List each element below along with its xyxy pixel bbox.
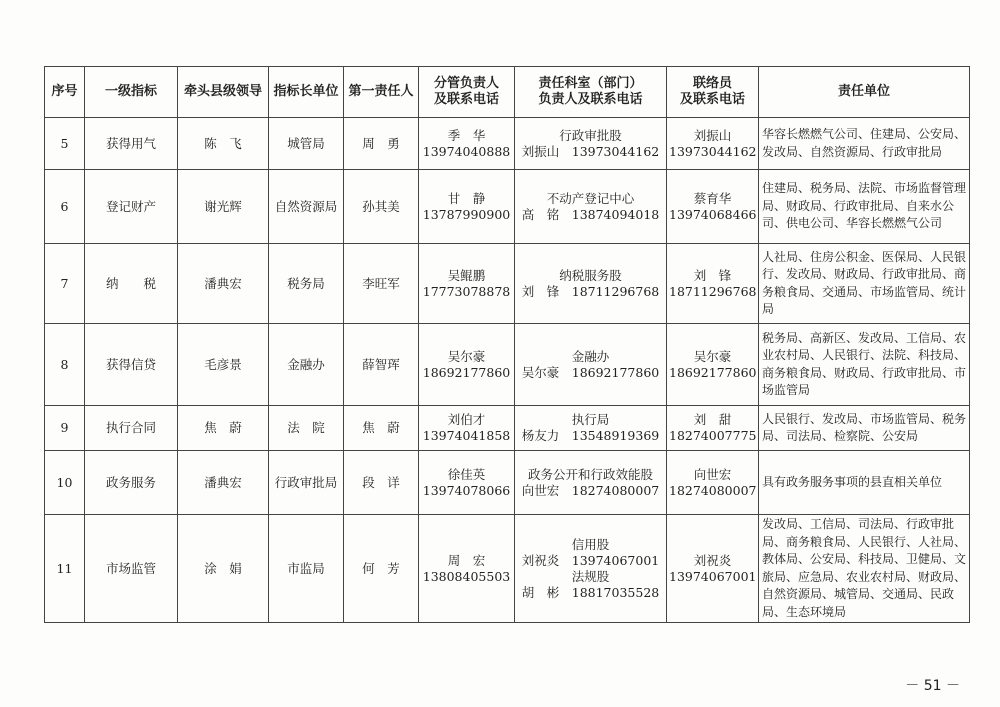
table-row [45, 170, 970, 244]
table-row [45, 244, 970, 324]
liaison-phone: 18274007775 [669, 428, 757, 443]
deputy-phone: 13787990900 [422, 206, 511, 222]
row-dept [515, 324, 667, 406]
header-deputy [419, 67, 515, 118]
row-responsible-units: 税务局、高新区、发改局、工信局、农业农村局、人民银行、法院、科技局、商务粮食局、财政局、行政审批局、市场监管局 [759, 324, 970, 406]
table-row [45, 406, 970, 451]
deputy-phone: 17773078878 [422, 283, 511, 299]
row-leader: 陈 飞 [178, 118, 269, 170]
deputy-phone: 13974078066 [422, 482, 511, 498]
dept-line: 行政审批股 [559, 127, 622, 143]
row-unit: 税务局 [269, 244, 344, 324]
table-row [45, 324, 970, 406]
row-seq: 7 [45, 244, 85, 324]
deputy-name: 吴鲲鹏 [447, 267, 486, 283]
header-dept [515, 67, 667, 118]
liaison-name: 刘 甜 [693, 412, 732, 427]
row-dept [515, 515, 667, 623]
dept-line: 杨友力 13548919369 [521, 428, 660, 443]
row-indicator: 政务服务 [85, 451, 178, 515]
row-responsible-units: 人社局、住房公积金、医保局、人民银行、发改局、财政局、行政审批局、商务粮食局、交通局、市场监管局、统计局 [759, 244, 970, 324]
liaison-phone: 13974068466 [669, 206, 757, 222]
header-liaison-line1: 联络员 [692, 76, 732, 91]
header-seq: 序号 [45, 67, 85, 118]
header-leader: 牵头县级领导 [178, 67, 269, 118]
liaison-name: 向世宏 [693, 466, 732, 482]
row-unit: 金融办 [269, 324, 344, 406]
dept-line: 法规股 [571, 568, 610, 584]
table-body [45, 118, 970, 623]
deputy-phone: 13974041858 [422, 428, 511, 443]
row-first-responsible: 何 芳 [344, 515, 419, 623]
row-responsible-units: 人民银行、发改局、市场监管局、税务局、司法局、检察院、公安局 [759, 406, 970, 451]
liaison-name: 刘振山 [693, 127, 732, 143]
header-indicator: 一级指标 [85, 67, 178, 118]
deputy-name: 季 华 [447, 127, 486, 143]
header-deputy-line1: 分管负责人 [433, 76, 499, 91]
deputy-name: 刘伯才 [447, 412, 486, 427]
row-seq: 5 [45, 118, 85, 170]
row-deputy [419, 118, 515, 170]
header-liaison [667, 67, 759, 118]
deputy-name: 甘 静 [447, 190, 486, 206]
deputy-name: 周 宏 [447, 552, 486, 568]
header-unit: 指标长单位 [269, 67, 344, 118]
row-first-responsible: 薛智珲 [344, 324, 419, 406]
row-leader: 潘典宏 [178, 244, 269, 324]
row-indicator: 纳 税 [85, 244, 178, 324]
dept-line: 信用股 [571, 536, 610, 552]
liaison-name: 刘 锋 [693, 267, 732, 283]
header-liaison-line2: 及联系电话 [679, 92, 745, 107]
row-liaison [667, 515, 759, 623]
row-first-responsible: 李旺军 [344, 244, 419, 324]
liaison-phone: 13974067001 [669, 568, 757, 584]
row-unit: 市监局 [269, 515, 344, 623]
row-unit: 城管局 [269, 118, 344, 170]
header-deputy-line2: 及联系电话 [433, 92, 499, 107]
header-first: 第一责任人 [344, 67, 419, 118]
row-responsible-units: 具有政务服务事项的县直相关单位 [759, 451, 970, 515]
liaison-phone: 13973044162 [669, 143, 757, 159]
row-unit: 法 院 [269, 406, 344, 451]
table-row [45, 118, 970, 170]
row-deputy [419, 451, 515, 515]
row-deputy [419, 406, 515, 451]
liaison-phone: 18692177860 [669, 364, 757, 380]
row-indicator: 执行合同 [85, 406, 178, 451]
table-row [45, 451, 970, 515]
row-dept [515, 451, 667, 515]
dept-line: 不动产登记中心 [546, 190, 635, 206]
row-liaison [667, 324, 759, 406]
row-responsible-units: 住建局、税务局、法院、市场监督管理局、财政局、行政审批局、自来水公司、供电公司、华容长燃燃气公司 [759, 170, 970, 244]
deputy-name: 吴尔豪 [447, 348, 486, 364]
row-dept [515, 244, 667, 324]
deputy-phone: 18692177860 [422, 364, 511, 380]
header-dept-line2: 负责人及联系电话 [538, 92, 643, 107]
row-first-responsible: 周 勇 [344, 118, 419, 170]
dept-line: 金融办 [571, 348, 610, 364]
dept-line: 执行局 [571, 412, 610, 427]
row-first-responsible: 焦 蔚 [344, 406, 419, 451]
row-seq: 9 [45, 406, 85, 451]
row-indicator: 市场监管 [85, 515, 178, 623]
dept-line: 高 铭 13874094018 [521, 206, 660, 222]
deputy-phone: 13974040888 [422, 143, 511, 159]
row-deputy [419, 324, 515, 406]
row-leader: 谢光辉 [178, 170, 269, 244]
row-dept [515, 118, 667, 170]
row-liaison [667, 244, 759, 324]
header-row [45, 67, 970, 118]
row-deputy [419, 170, 515, 244]
liaison-name: 吴尔豪 [693, 348, 732, 364]
row-deputy [419, 244, 515, 324]
row-seq: 10 [45, 451, 85, 515]
row-indicator: 获得用气 [85, 118, 178, 170]
row-leader: 潘典宏 [178, 451, 269, 515]
row-leader: 涂 娟 [178, 515, 269, 623]
deputy-phone: 13808405503 [422, 568, 511, 584]
row-deputy [419, 515, 515, 623]
header-dept-line1: 责任科室（部门） [538, 76, 643, 91]
dept-line: 刘 锋 18711296768 [521, 283, 660, 299]
row-leader: 焦 蔚 [178, 406, 269, 451]
dept-line: 政务公开和行政效能股 [527, 466, 653, 482]
liaison-phone: 18711296768 [669, 283, 757, 299]
dept-line: 刘祝炎 13974067001 [521, 552, 660, 568]
page-number: － 51 － [905, 678, 960, 694]
dept-line: 纳税服务股 [559, 267, 622, 283]
row-liaison [667, 118, 759, 170]
row-dept [515, 406, 667, 451]
row-first-responsible: 段 详 [344, 451, 419, 515]
responsibility-table [44, 66, 970, 623]
row-seq: 8 [45, 324, 85, 406]
table-row [45, 515, 970, 623]
row-liaison [667, 406, 759, 451]
row-leader: 毛彦景 [178, 324, 269, 406]
liaison-phone: 18274080007 [669, 482, 757, 498]
row-indicator: 登记财产 [85, 170, 178, 244]
row-responsible-units: 华容长燃燃气公司、住建局、公安局、发改局、自然资源局、行政审批局 [759, 118, 970, 170]
row-seq: 6 [45, 170, 85, 244]
dept-line: 向世宏 18274080007 [521, 482, 660, 498]
row-seq: 11 [45, 515, 85, 623]
row-first-responsible: 孙其美 [344, 170, 419, 244]
liaison-name: 蔡育华 [693, 190, 732, 206]
row-liaison [667, 170, 759, 244]
header-resp: 责任单位 [759, 67, 970, 118]
row-responsible-units: 发改局、工信局、司法局、行政审批局、商务粮食局、人民银行、人社局、教体局、公安局、科技局、卫健局、文旅局、应急局、农业农村局、财政局、自然资源局、城管局、交通局、民政局、生态环境局 [759, 515, 970, 623]
row-dept [515, 170, 667, 244]
dept-line: 刘振山 13973044162 [521, 143, 660, 159]
dept-line: 胡 彬 18817035528 [521, 584, 660, 600]
deputy-name: 徐佳英 [447, 466, 486, 482]
row-liaison [667, 451, 759, 515]
row-indicator: 获得信贷 [85, 324, 178, 406]
dept-line: 吴尔豪 18692177860 [521, 364, 660, 380]
row-unit: 自然资源局 [269, 170, 344, 244]
liaison-name: 刘祝炎 [693, 552, 732, 568]
row-unit: 行政审批局 [269, 451, 344, 515]
